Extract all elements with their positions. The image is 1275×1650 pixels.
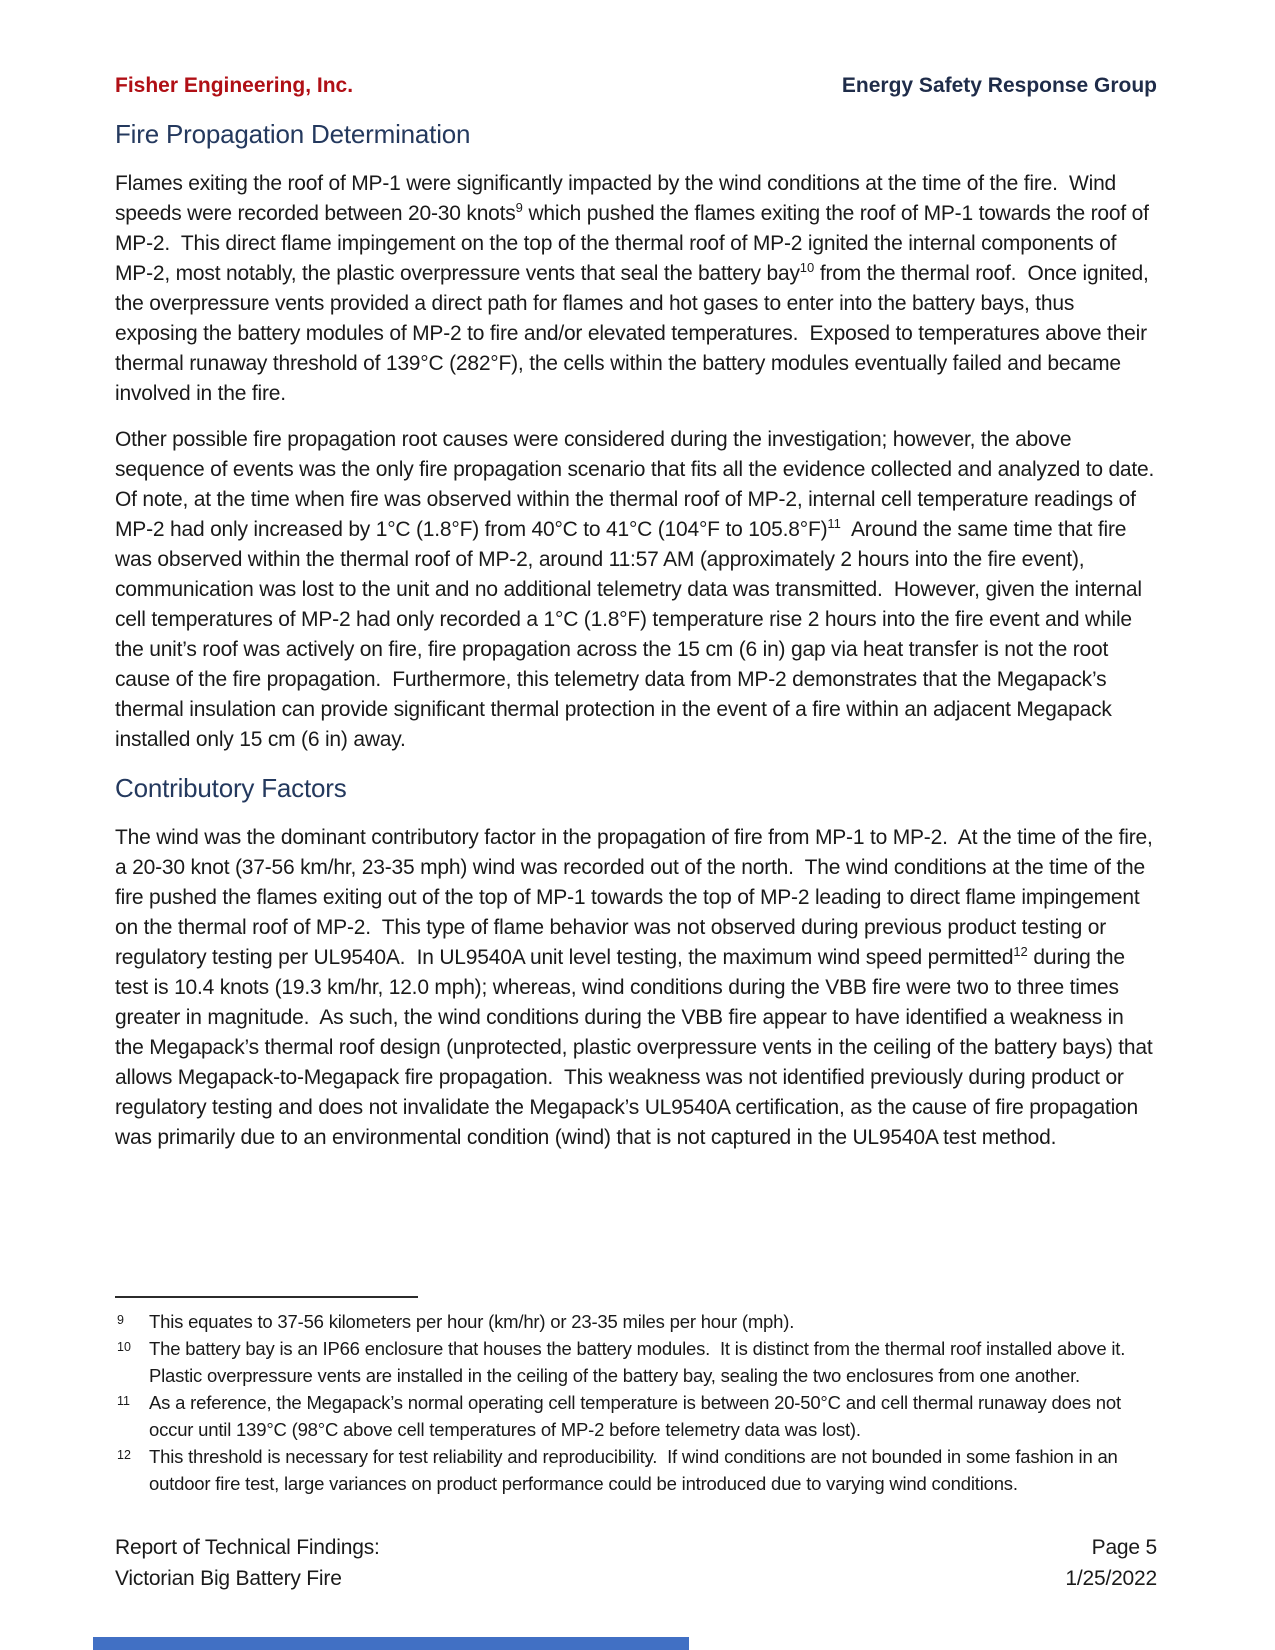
footnote-10: [115, 1335, 1157, 1389]
footnote-9: [115, 1308, 1157, 1335]
paragraph-fire-propagation-1: Flames exiting the roof of MP-1 were significantly impacted by the wind conditions at the time of the fire. Wind speeds were recorded between 20-30 knots$^9$ which pushed the flames exiting the roof of MP-1 towards the roof of MP-2. This direct flame impingement on the top of the thermal roof of MP-2 ignited the internal components of MP-2, most notably, the plastic overpressure vents that seal the battery bay$^{10}$ from the thermal roof. Once ignited, the overpressure vents provided a direct path for flames and hot gases to enter into the battery bays, thus exposing the battery modules of MP-2 to fire and/or elevated temperatures. Exposed to temperatures above their thermal runaway threshold of 139°C (282°F), the cells within the battery modules eventually failed and became involved in the fire.: [115, 172, 1155, 405]
footer-page-number: Page 5: [1091, 1536, 1157, 1559]
header-group-name: Energy Safety Response Group: [841, 74, 1157, 97]
footnote-area: [115, 1296, 1157, 1497]
header-company-name: Fisher Engineering, Inc.: [115, 74, 354, 97]
footnote-11: [115, 1389, 1157, 1443]
footer-title-line-1: Report of Technical Findings:: [115, 1536, 380, 1559]
paragraph-fire-propagation-2: Other possible fire propagation root causes were considered during the investigation; however, the above sequence of events was the only fire propagation scenario that fits all the evidence collected and analyzed to date. Of note, at the time when fire was observed within the thermal roof of MP-2, internal cell temperature readings of MP-2 had only increased by 1°C (1.8°F) from 40°C to 41°C (104°F to 105.8°F)$^{11}$ Around the same time that fire was observed within the thermal roof of MP-2, around 11:57 AM (approximately 2 hours into the fire event), communication was lost to the unit and no additional telemetry data was transmitted. However, given the internal cell temperatures of MP-2 had only recorded a 1°C (1.8°F) temperature rise 2 hours into the fire event and while the unit’s roof was actively on fire, fire propagation across the 15 cm (6 in) gap via heat transfer is not the root cause of the fire propagation. Furthermore, this telemetry data from MP-2 demonstrates that the Megapack’s thermal insulation can provide significant thermal protection in the event of a fire within an adjacent Megapack installed only 15 cm (6 in) away.: [115, 428, 1166, 751]
page-content: [115, 74, 1166, 1169]
paragraph-contributory-factors-1: The wind was the dominant contributory factor in the propagation of fire from MP-1 to MP-2. At the time of the fire, a 20-30 knot (37-56 km/hr, 23-35 mph) wind was recorded out of the north. The wind conditions at the time of the fire pushed the flames exiting out of the top of MP-1 towards the top of MP-2 leading to direct flame impingement on the thermal roof of MP-2. This type of flame behavior was not observed during previous product testing or regulatory testing per UL9540A. In UL9540A unit level testing, the maximum wind speed permitted$^{12}$ during the test is 10.4 knots (19.3 km/hr, 12.0 mph); whereas, wind conditions during the VBB fire were two to three times greater in magnitude. As such, the wind conditions during the VBB fire appear to have identified a weakness in the Megapack’s thermal roof design (unprotected, plastic overpressure vents in the ceiling of the battery bays) that allows Megapack-to-Megapack fire propagation. This weakness was not identified previously during product or regulatory testing and does not invalidate the Megapack’s UL9540A certification, as the cause of fire propagation was primarily due to an environmental condition (wind) that is not captured in the UL9540A test method.: [115, 826, 1159, 1149]
footnote-10-number: 10: [117, 1340, 131, 1354]
footnote-reference: 12: [1013, 944, 1028, 959]
section-heading-contributory-factors: Contributory Factors: [115, 773, 347, 803]
bottom-blue-bar: [93, 1637, 689, 1650]
footer-title-line-2: Victorian Big Battery Fire: [115, 1567, 342, 1590]
page-footer: [115, 1532, 1157, 1594]
footnote-12: [115, 1443, 1157, 1497]
footnote-reference: 9: [515, 200, 523, 215]
footnote-11-number: 11: [117, 1394, 130, 1408]
footnote-list: [115, 1308, 1157, 1497]
footnote-9-text: This equates to 37-56 kilometers per hour (km/hr) or 23-35 miles per hour (mph).: [149, 1311, 795, 1332]
footnote-12-number: 12: [117, 1448, 131, 1462]
footer-document-title: [115, 1532, 380, 1594]
footer-date: 1/25/2022: [1065, 1567, 1157, 1590]
section-heading-fire-propagation: Fire Propagation Determination: [115, 119, 471, 149]
footnote-reference: 10: [799, 260, 815, 275]
footer-page-info: [1065, 1532, 1157, 1594]
footnote-reference: 11: [827, 516, 841, 531]
footnote-12-text: This threshold is necessary for test reliability and reproducibility. If wind conditions are not bounded in some fashion in an outdoor fire test, large variances on product performance could be introduced due to varying wind conditions.: [149, 1446, 1123, 1494]
footnote-10-text: The battery bay is an IP66 enclosure that houses the battery modules. It is distinct from the thermal roof installed above it. Plastic overpressure vents are installed in the ceiling of the battery bay, sealing the two enclosures from one another.: [149, 1338, 1136, 1386]
footnote-separator-rule: [115, 1296, 418, 1298]
page-header: [115, 74, 1157, 98]
footnote-11-text: As a reference, the Megapack’s normal operating cell temperature is between 20-50°C and cell thermal runaway does not occur until 139°C (98°C above cell temperatures of MP-2 before telemetry data was lost).: [149, 1392, 1126, 1440]
footnote-9-number: 9: [117, 1313, 124, 1327]
